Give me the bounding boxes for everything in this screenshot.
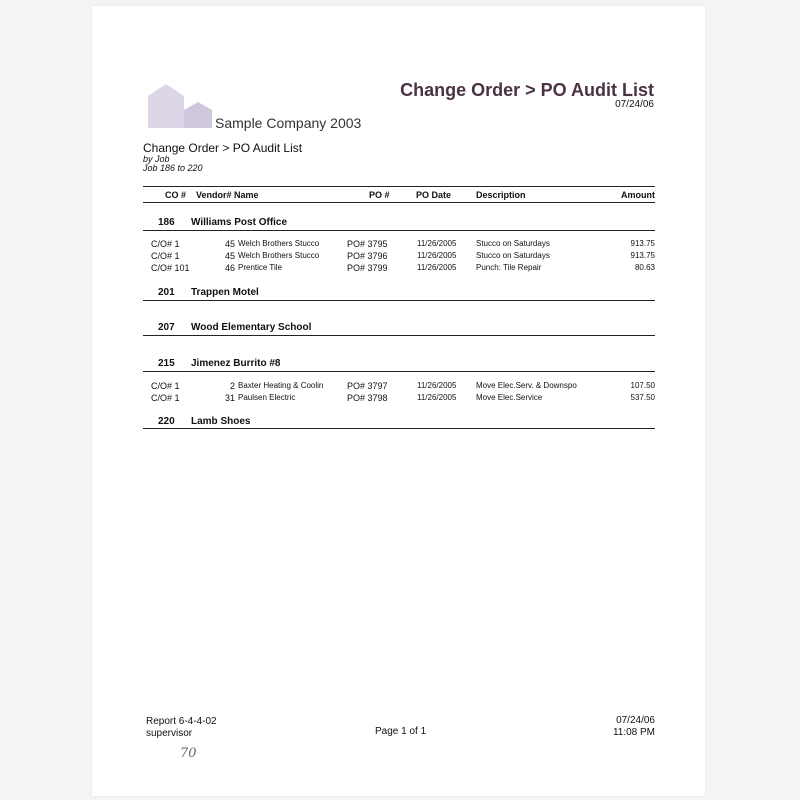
description: Move Elec.Serv. & Downspo <box>476 381 577 390</box>
col-vendor: Vendor# Name <box>196 190 259 200</box>
job-number: 201 <box>158 287 175 298</box>
company-name: Sample Company 2003 <box>215 115 362 131</box>
job-heading <box>143 358 655 372</box>
po-number: PO# 3796 <box>347 251 388 261</box>
description: Move Elec.Service <box>476 393 543 402</box>
table-row <box>143 251 655 263</box>
co-number: C/O# 1 <box>151 393 180 403</box>
co-number: C/O# 101 <box>151 263 190 273</box>
vendor-name: Prentice Tile <box>238 263 283 272</box>
report-user: supervisor <box>146 728 193 739</box>
job-heading <box>143 322 655 336</box>
report-id: Report 6-4-4-02 <box>146 716 217 727</box>
job-rule <box>143 335 655 336</box>
report-title: Change Order > PO Audit List <box>400 80 654 100</box>
job-range: Job 186 to 220 <box>143 163 203 173</box>
amount: 107.50 <box>630 381 655 390</box>
vendor-name: Welch Brothers Stucco <box>238 251 320 260</box>
po-date: 11/26/2005 <box>417 381 457 390</box>
amount: 913.75 <box>630 251 655 260</box>
job-number: 207 <box>158 322 175 333</box>
vendor-name: Welch Brothers Stucco <box>238 239 320 248</box>
table-row <box>143 381 655 393</box>
table-row <box>143 393 655 405</box>
po-date: 11/26/2005 <box>417 251 457 260</box>
sub-title: Change Order > PO Audit List <box>143 141 303 155</box>
co-number: C/O# 1 <box>151 381 180 391</box>
vendor-number: 46 <box>224 263 235 273</box>
header-bottom-rule <box>143 202 655 203</box>
job-rule <box>143 371 655 372</box>
col-po-date: PO Date <box>416 190 452 200</box>
job-number: 215 <box>158 358 175 369</box>
vendor-number: 45 <box>224 239 235 249</box>
po-date: 11/26/2005 <box>417 239 457 248</box>
description: Stucco on Saturdays <box>476 239 550 248</box>
po-date: 11/26/2005 <box>417 263 457 272</box>
page-number: Page 1 of 1 <box>375 726 427 737</box>
amount: 80.63 <box>634 263 655 272</box>
job-heading <box>143 217 655 231</box>
table-row <box>143 239 655 251</box>
col-co: CO # <box>165 190 187 200</box>
vendor-number: 31 <box>224 393 235 403</box>
job-name: Williams Post Office <box>191 217 288 228</box>
house-logo-icon <box>148 84 212 128</box>
col-amount: Amount <box>621 190 655 200</box>
po-number: PO# 3795 <box>347 239 388 249</box>
job-name: Trappen Motel <box>191 287 259 298</box>
job-rule <box>143 428 655 429</box>
job-rule <box>143 300 655 301</box>
po-date: 11/26/2005 <box>417 393 457 402</box>
sub-by: by Job <box>143 154 170 164</box>
job-name: Jimenez Burrito #8 <box>191 358 281 369</box>
po-number: PO# 3799 <box>347 263 388 273</box>
job-heading <box>143 287 655 301</box>
description: Punch: Tile Repair <box>476 263 542 272</box>
footer-time: 11:08 PM <box>612 727 655 738</box>
col-po: PO # <box>369 190 390 200</box>
vendor-name: Paulsen Electric <box>238 393 296 402</box>
job-name: Lamb Shoes <box>191 416 251 427</box>
report-date: 07/24/06 <box>615 99 654 110</box>
amount: 537.50 <box>630 393 655 402</box>
handwritten-note: 70 <box>180 746 197 761</box>
co-number: C/O# 1 <box>151 239 180 249</box>
vendor-number: 45 <box>224 251 235 261</box>
col-description: Description <box>476 190 526 200</box>
vendor-name: Baxter Heating & Coolin <box>238 381 324 390</box>
job-rule <box>143 230 655 231</box>
job-number: 220 <box>158 416 175 427</box>
po-number: PO# 3797 <box>347 381 388 391</box>
amount: 913.75 <box>630 239 655 248</box>
po-number: PO# 3798 <box>347 393 388 403</box>
job-number: 186 <box>158 217 175 228</box>
job-name: Wood Elementary School <box>191 322 312 333</box>
vendor-number: 2 <box>229 381 235 391</box>
description: Stucco on Saturdays <box>476 251 550 260</box>
table-row <box>143 263 655 275</box>
footer-date: 07/24/06 <box>616 715 655 726</box>
co-number: C/O# 1 <box>151 251 180 261</box>
header-top-rule <box>143 186 655 187</box>
